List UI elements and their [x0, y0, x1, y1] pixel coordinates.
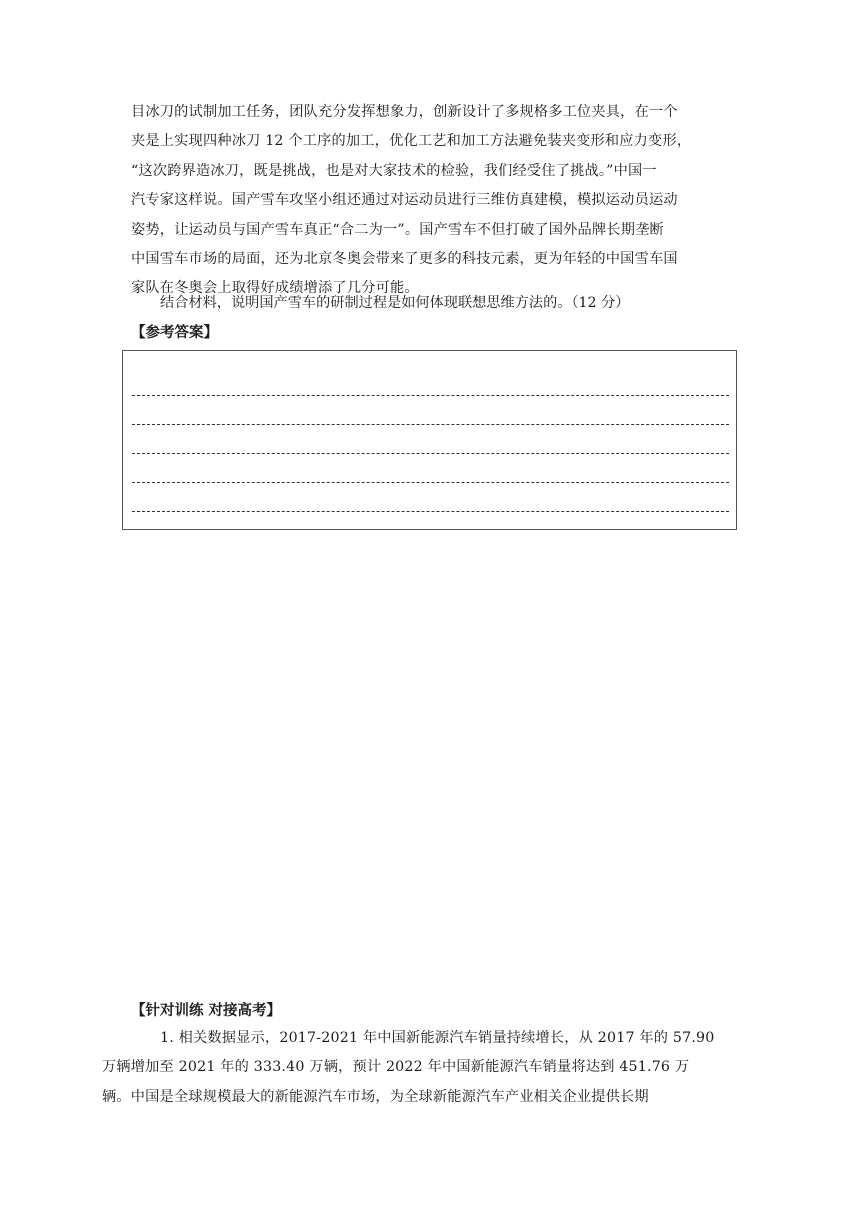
practice-line: 辆。中国是全球规模最大的新能源汽车市场，为全球新能源汽车产业相关企业提供长期	[102, 1088, 649, 1105]
practice-line: 1. 相关数据显示，2017-2021 年中国新能源汽车销量持续增长，从 2017 年的 57.90	[160, 1030, 715, 1046]
answer-line[interactable]	[132, 395, 729, 396]
practice-paragraph	[102, 1024, 741, 1112]
passage-line: 姿势，让运动员与国产雪车真正“合二为一”。国产雪车不但打破了国外品牌长期垄断	[131, 221, 664, 238]
passage-line: 中国雪车市场的局面，还为北京冬奥会带来了更多的科技元素，更为年轻的中国雪车国	[131, 251, 678, 268]
answer-line[interactable]	[132, 453, 729, 454]
answer-line[interactable]	[132, 511, 729, 512]
section-heading: 【针对训练 对接高考】	[131, 1003, 282, 1019]
question-text: 结合材料，说明国产雪车的研制过程是如何体现联想思维方法的。（12 分）	[160, 295, 630, 311]
answer-heading: 【参考答案】	[131, 325, 218, 341]
passage-line: “这次跨界造冰刀，既是挑战，也是对大家技术的检验，我们经受住了挑战。”中国一	[131, 162, 657, 179]
practice-line: 万辆增加至 2021 年的 333.40 万辆，预计 2022 年中国新能源汽车销量将达到 451.76 万	[102, 1059, 690, 1076]
answer-line[interactable]	[132, 482, 729, 483]
passage-line: 目冰刀的试制加工任务，团队充分发挥想象力，创新设计了多规格多工位夹具，在一个	[131, 104, 678, 120]
answer-box[interactable]	[122, 350, 737, 530]
passage-line: 家队在冬奥会上取得好成绩增添了几分可能。	[131, 280, 419, 297]
passage-line: 汽专家这样说。国产雪车攻坚小组还通过对运动员进行三维仿真建模，模拟运动员运动	[131, 192, 678, 209]
passage-paragraph	[131, 98, 741, 304]
passage-line: 夹是上实现四种冰刀 12 个工序的加工，优化工艺和加工方法避免装夹变形和应力变形，	[131, 133, 692, 150]
answer-line[interactable]	[132, 424, 729, 425]
